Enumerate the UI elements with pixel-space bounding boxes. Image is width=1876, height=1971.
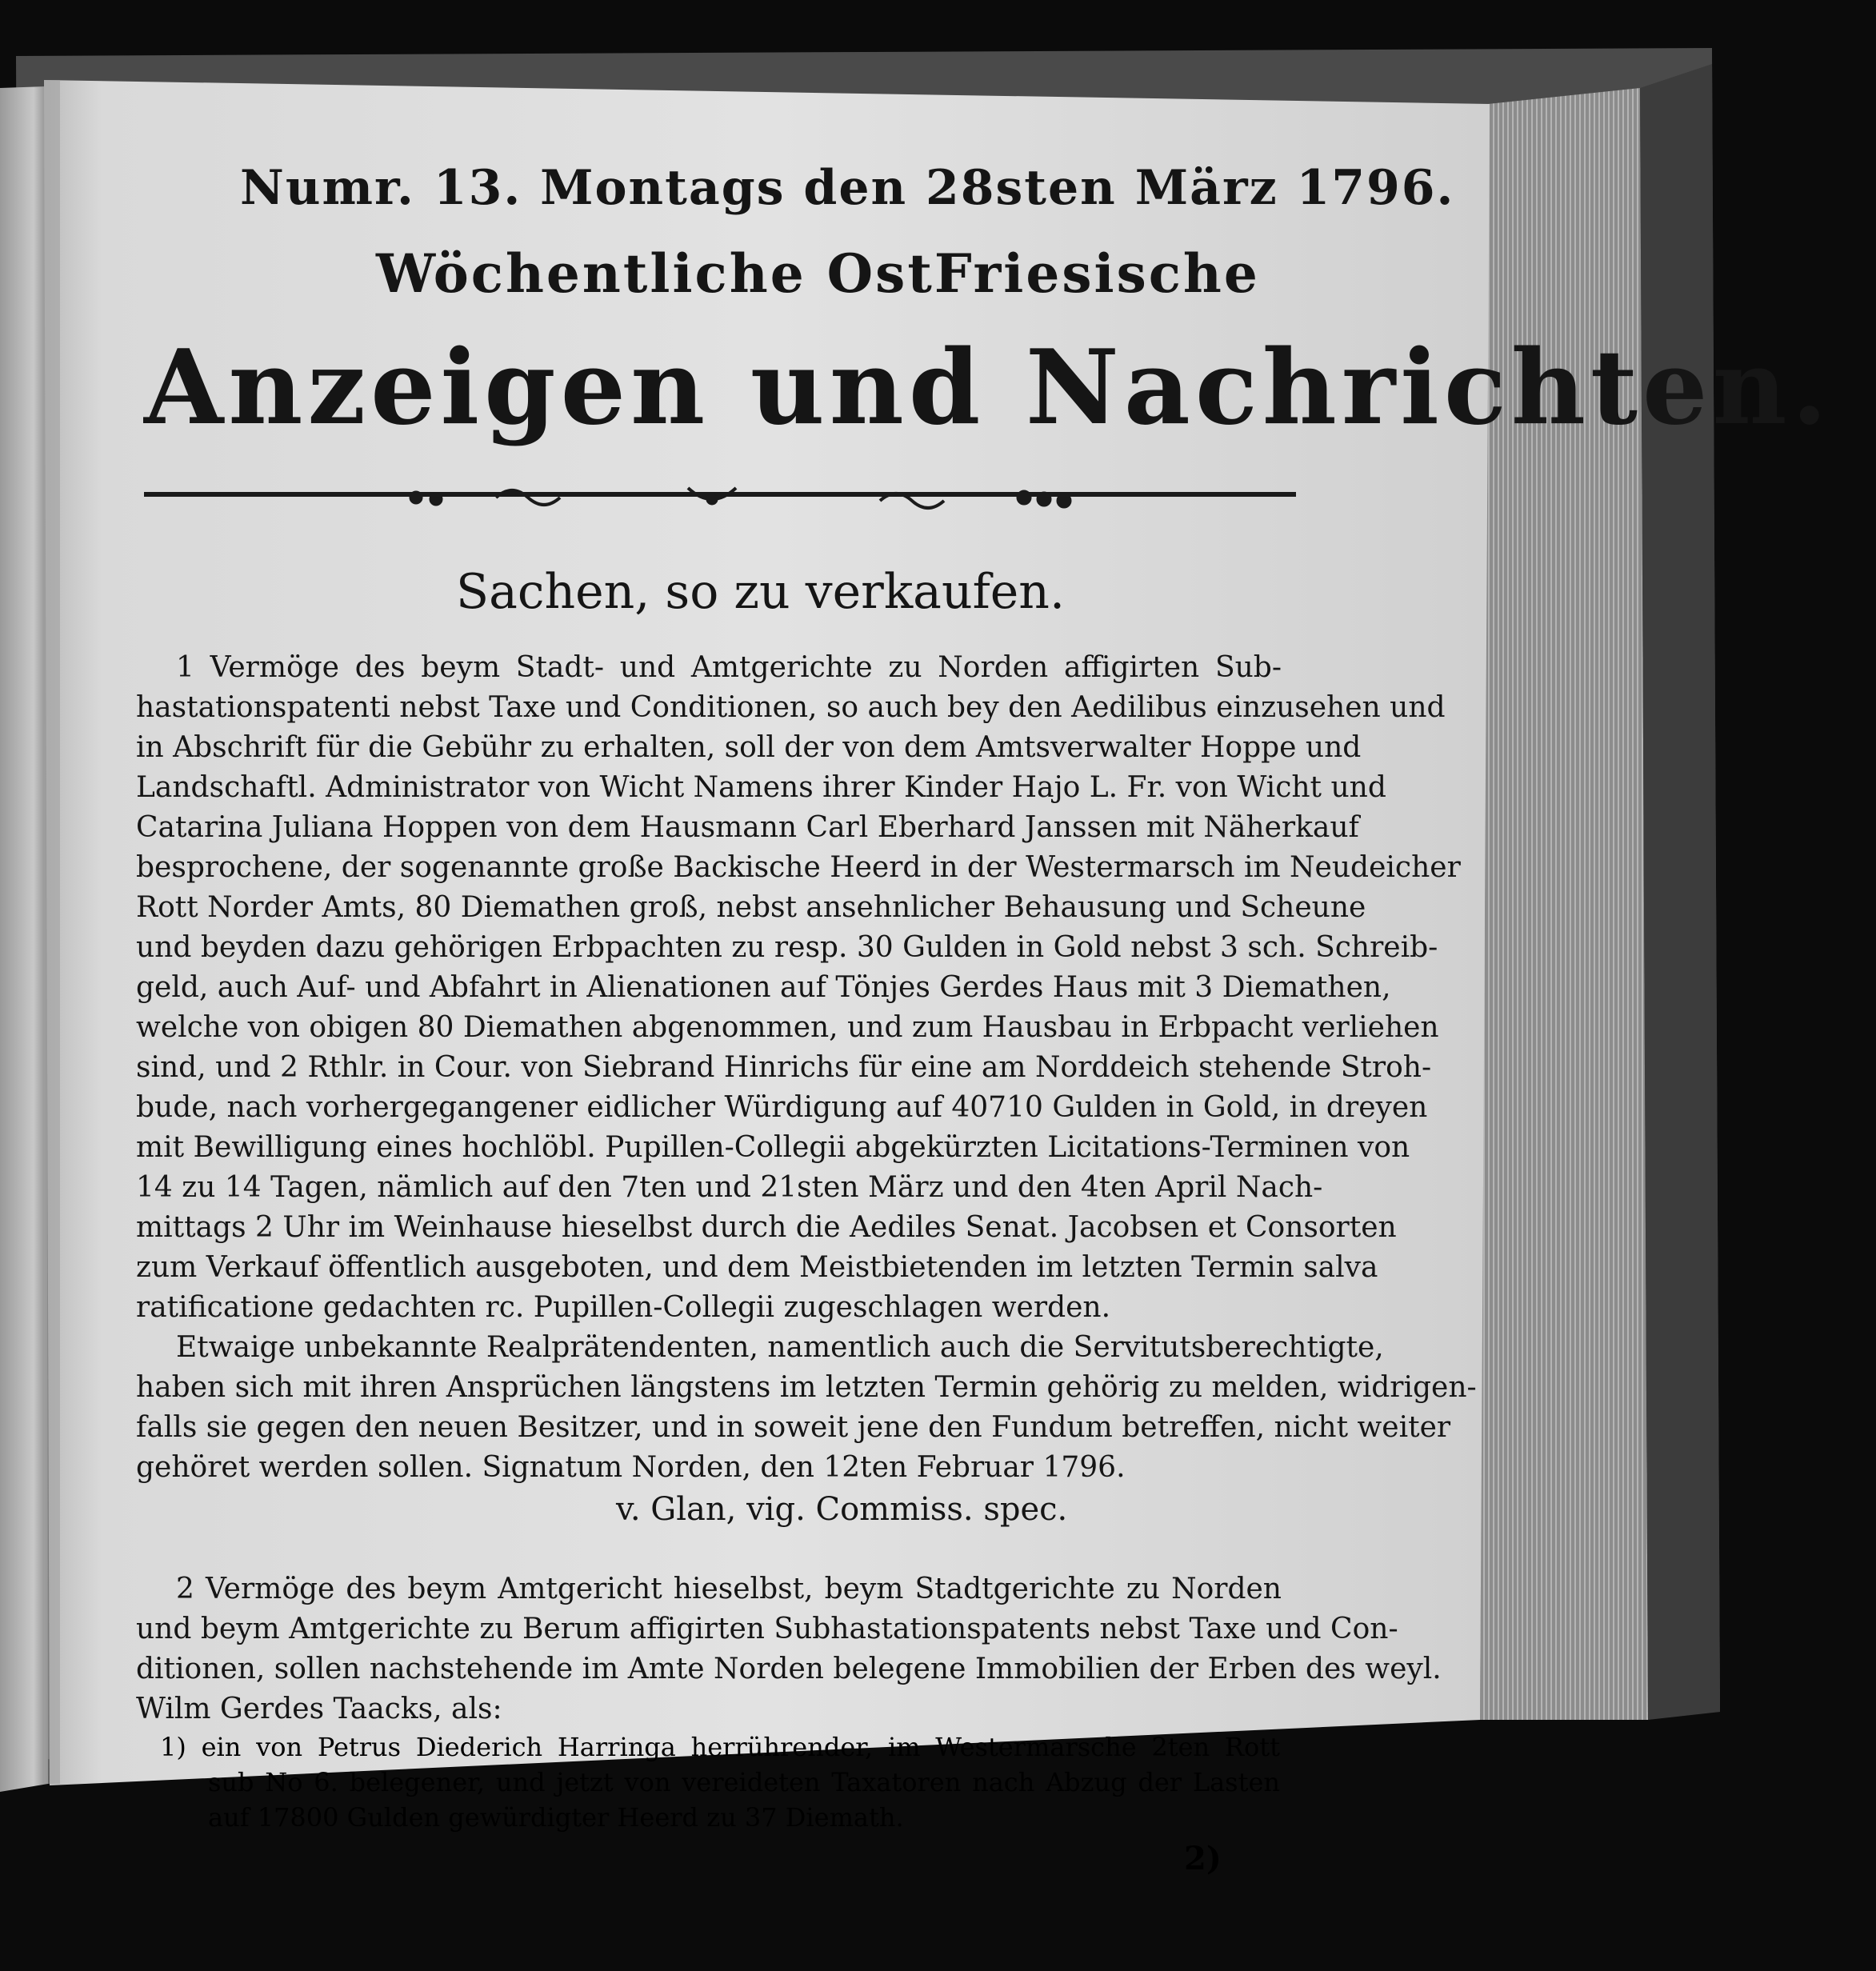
notice-2-line: Wilm Gerdes Taacks, als: [136,1693,502,1725]
notice-1-line: 14 zu 14 Tagen, nämlich auf den 7ten und 21sten März und den 4ten April Nach- [136,1171,1323,1204]
section-heading: Sachen, so zu verkaufen. [456,564,1066,620]
notice-1-line: hastationspatenti nebst Taxe und Conditionen, so auch bey den Aedilibus einzusehen und [136,691,1446,724]
notice-1-line: bude, nach vorhergegangener eidlicher Würdigung auf 40710 Gulden in Gold, in dreyen [136,1091,1428,1124]
notice-1-line: ratificatione gedachten rc. Pupillen-Collegii zugeschlagen werden. [136,1291,1111,1324]
catchword-bottom: 2) [1184,1840,1222,1877]
notice-1-line: zum Verkauf öffentlich ausgeboten, und dem Meistbietenden im letzten Termin salva [136,1251,1378,1284]
notice-1-line: Catarina Juliana Hoppen von dem Hausmann Carl Eberhard Janssen mit Näherkauf [136,811,1359,844]
notice-1-line: geld, auch Auf- und Abfahrt in Alienationen auf Tönjes Gerdes Haus mit 3 Diemathen, [136,971,1391,1004]
notice-1-line: mittags 2 Uhr im Weinhause hieselbst durch die Aediles Senat. Jacobsen et Consorten [136,1211,1397,1244]
notice-1-line: Rott Norder Amts, 80 Diemathen groß, nebst ansehnlicher Behausung und Scheune [136,891,1366,924]
notice-1-line: in Abschrift für die Gebühr zu erhalten, soll der von dem Amtsverwalter Hoppe und [136,731,1362,764]
notice-1-line: 1 Vermöge des beym Stadt- und Amtgerichte zu Norden affigirten Sub- [176,651,1282,684]
notice-1-line: sind, und 2 Rthlr. in Cour. von Siebrand Hinrichs für eine am Norddeich stehende Stroh- [136,1051,1432,1084]
notice-1-line: Etwaige unbekannte Realprätendenten, namentlich auch die Servitutsberechtigte, [176,1331,1384,1364]
notice-1-line: Landschaftl. Administrator von Wicht Namens ihrer Kinder Hajo L. Fr. von Wicht und [136,771,1386,804]
notice-2-line: 2 Vermöge des beym Amtgericht hieselbst, beym Stadtgerichte zu Norden [176,1573,1282,1605]
paper-title-line-1: Wöchentliche OstFriesische [376,242,1260,305]
issue-line: Numr. 13. Montags den 28sten März 1796. [240,160,1455,216]
notice-2-line: und beym Amtgerichte zu Berum affigirten Subhastationspatents nebst Taxe und Con- [136,1613,1398,1645]
paper-title-line-2: Anzeigen und Nachrichten. [144,328,1833,448]
notice-1-line: gehöret werden sollen. Signatum Norden, den 12ten Februar 1796. [136,1451,1126,1484]
notice-1-line: haben sich mit ihren Ansprüchen längstens im letzten Termin gehörig zu melden, widrigen- [136,1371,1477,1404]
notice-1-signature: v. Glan, vig. Commiss. spec. [616,1491,1068,1528]
subitem-line: 1) ein von Petrus Diederich Harringa herrührender, im Westermarsche 2ten Rott [160,1732,1280,1762]
notice-1-line: welche von obigen 80 Diemathen abgenommen, und zum Hausbau in Erbpacht verliehen [136,1011,1439,1044]
notice-1-line: falls sie gegen den neuen Besitzer, und in soweit jene den Fundum betreffen, nicht weiter [136,1411,1451,1444]
notice-1-line: besprochene, der sogenannte große Backische Heerd in der Westermarsch im Neudeicher [136,851,1461,884]
notice-1-line: und beyden dazu gehörigen Erbpachten zu resp. 30 Gulden in Gold nebst 3 sch. Schreib- [136,931,1438,964]
notice-1-line: mit Bewilligung eines hochlöbl. Pupillen-Collegii abgekürzten Licitations-Terminen von [136,1131,1410,1164]
notice-2-line: ditionen, sollen nachstehende im Amte Norden belegene Immobilien der Erben des weyl. [136,1653,1442,1685]
subitem-line: sub No 6. belegener, und jetzt von vereideten Taxatoren nach Abzug der Lasten [208,1767,1280,1797]
subitem-line: auf 17800 Gulden gewürdigter Heerd zu 37 Diemath. [208,1802,904,1833]
